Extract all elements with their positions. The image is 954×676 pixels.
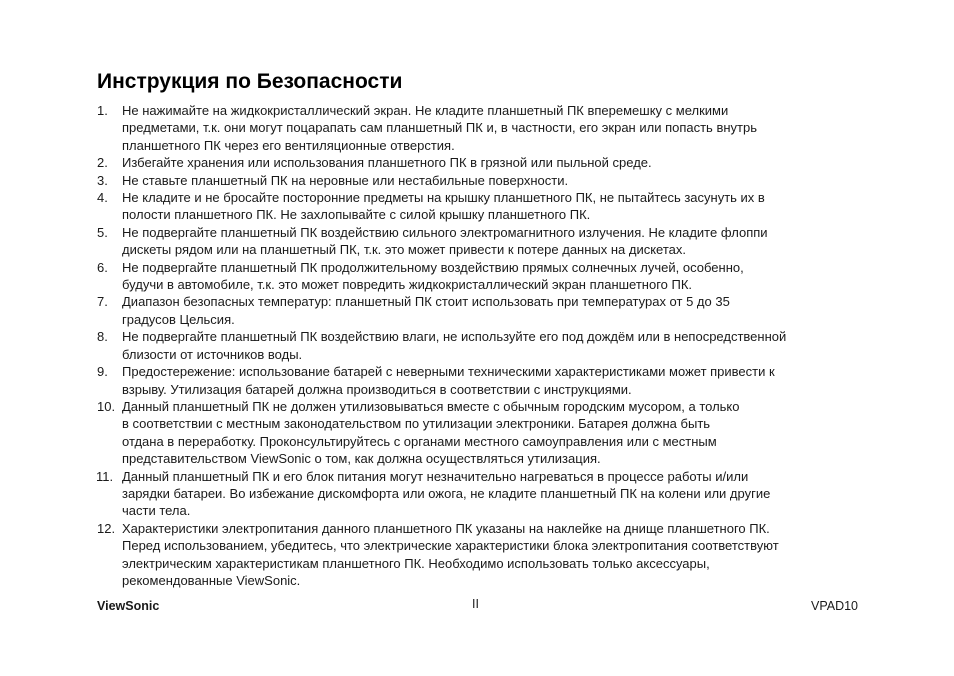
list-item: [97, 328, 872, 363]
item-text-line: Не нажимайте на жидкокристаллический экран. Не кладите планшетный ПК вперемешку с мелкими: [122, 103, 729, 118]
item-text-line: Избегайте хранения или использования планшетного ПК в грязной или пыльной среде.: [122, 155, 652, 171]
footer-brand: ViewSonic: [97, 599, 160, 613]
item-number: 1.: [97, 103, 108, 118]
item-number: 6.: [97, 259, 108, 275]
item-text-line: Данный планшетный ПК и его блок питания могут незначительно нагреваться в процессе работы и/или: [122, 468, 749, 484]
item-text-line: электрическим характеристикам планшетного ПК. Необходимо использовать только аксессуары,: [122, 555, 710, 571]
item-number: 7.: [97, 294, 108, 310]
item-number: 2.: [97, 155, 108, 171]
page-title: Инструкция по Безопасности: [97, 70, 403, 93]
item-number: 5.: [97, 224, 108, 240]
item-text-line: Характеристики электропитания данного планшетного ПК указаны на наклейке на днище планшетного ПК.: [122, 520, 770, 536]
list-item: [97, 468, 872, 520]
item-text-line: взрыву. Утилизация батарей должна производиться в соответствии с инструкциями.: [122, 381, 632, 397]
item-number: 9.: [97, 364, 108, 380]
item-text-line: отдана в переработку. Проконсультируйтесь с органами местного самоуправления или с местным: [122, 433, 717, 449]
item-text-line: Не кладите и не бросайте посторонние предметы на крышку планшетного ПК, не пытайтесь засунуть их в: [122, 190, 765, 206]
list-item: [97, 293, 872, 328]
item-text-line: Не подвергайте планшетный ПК воздействию сильного электромагнитного излучения. Не кладите флоппи: [122, 224, 768, 240]
item-text-line: рекомендованные ViewSonic.: [122, 572, 301, 588]
item-text-line: дискеты рядом или на планшетный ПК, т.к. это может привести к потере данных на дискетах.: [122, 242, 687, 258]
page-number: II: [472, 597, 479, 611]
item-text-line: представительством ViewSonic о том, как должна осуществляться утилизация.: [122, 451, 601, 467]
list-item: [97, 102, 872, 154]
item-text-line: предметами, т.к. они могут поцарапать сам планшетный ПК и, в частности, его экран или попасть внутрь: [122, 120, 757, 136]
list-item: [97, 154, 872, 171]
item-text-line: Данный планшетный ПК не должен утилизовываться вместе с обычным городским мусором, а только: [122, 398, 740, 414]
list-item: [97, 398, 872, 468]
footer-model: VPAD10: [810, 599, 858, 613]
list-item: [97, 520, 872, 590]
list-item: [97, 259, 872, 294]
item-text-line: полости планшетного ПК. Не захлопывайте с силой крышку планшетного ПК.: [122, 207, 591, 223]
item-number: 11.: [96, 468, 114, 484]
list-item: [97, 363, 872, 398]
item-text-line: Перед использованием, убедитесь, что электрические характеристики блока электропитания соответствуют: [122, 538, 779, 554]
item-text-line: будучи в автомобиле, т.к. это может повредить жидкокристаллический экран планшетного ПК.: [122, 277, 693, 293]
item-number: 8.: [97, 329, 108, 345]
item-text-line: градусов Цельсия.: [122, 311, 235, 327]
safety-instructions-list: [97, 102, 872, 589]
item-number: 4.: [97, 190, 108, 206]
item-text-line: близости от источников воды.: [122, 346, 303, 362]
list-item: [97, 189, 872, 224]
item-text-line: в соответствии с местным законодательством по утилизации электроники. Батарея должна быть: [122, 416, 711, 432]
item-text-line: Диапазон безопасных температур: планшетный ПК стоит использовать при температурах от 5 до 35: [122, 294, 730, 310]
item-text-line: Не подвергайте планшетный ПК продолжительному воздействию прямых солнечных лучей, особенно,: [122, 259, 744, 275]
item-text-line: части тела.: [122, 503, 191, 519]
item-text-line: Предостережение: использование батарей с неверными техническими характеристиками может привести к: [122, 364, 775, 380]
list-item: [97, 224, 872, 259]
item-text-line: Не подвергайте планшетный ПК воздействию влаги, не используйте его под дождём или в непосредственной: [122, 329, 787, 345]
list-item: [97, 172, 872, 189]
item-text-line: Не ставьте планшетный ПК на неровные или нестабильные поверхности.: [122, 172, 569, 188]
item-text-line: зарядки батареи. Во избежание дискомфорта или ожога, не кладите планшетный ПК на колени или другие: [122, 485, 771, 501]
item-number: 3.: [97, 172, 108, 188]
item-text-line: планшетного ПК через его вентиляционные отверстия.: [122, 137, 455, 153]
item-number: 10.: [97, 398, 116, 414]
item-number: 12.: [97, 520, 116, 536]
